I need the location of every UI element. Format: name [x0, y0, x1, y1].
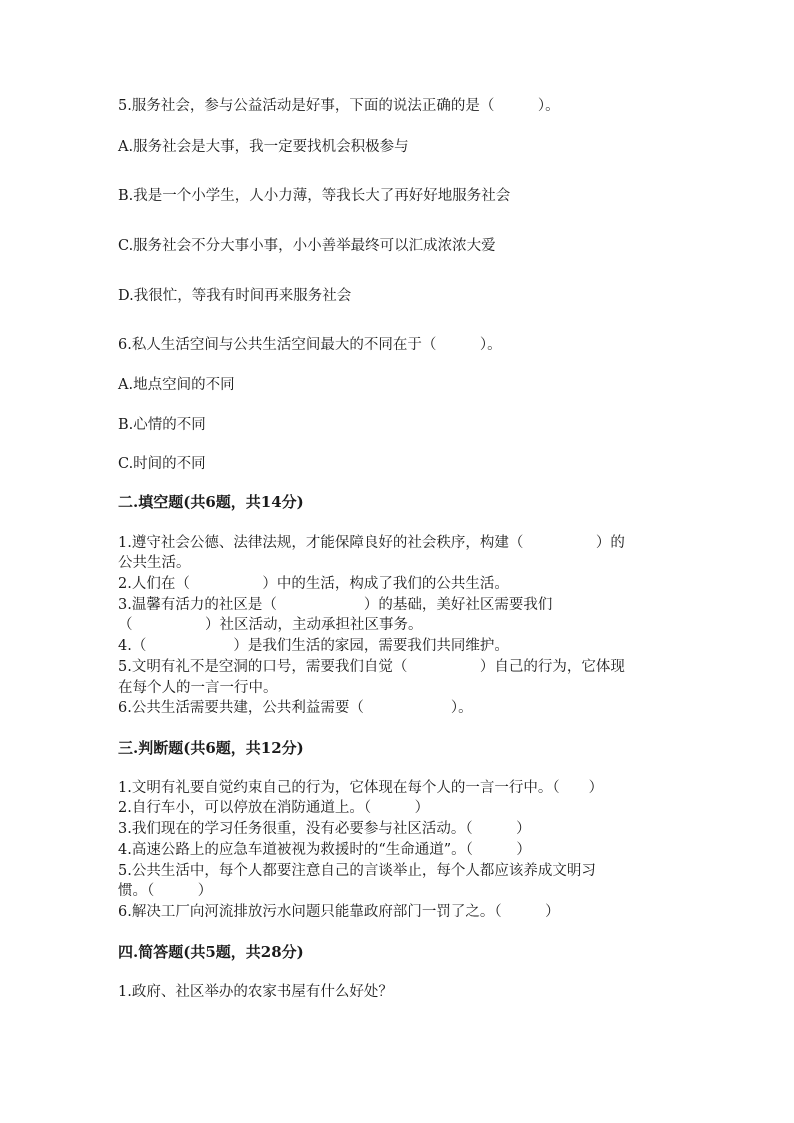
fill-line: 5.文明有礼不是空洞的口号，需要我们自觉（ ）自己的行为，它体现 [118, 659, 625, 675]
fill-line: 6.公共生活需要共建，公共利益需要（ ）。 [118, 700, 473, 716]
question-5-stem: 5.服务社会，参与公益活动是好事，下面的说法正确的是（ ）。 [118, 98, 560, 114]
fill-line: 4.（ ）是我们生活的家园，需要我们共同维护。 [118, 638, 509, 654]
judge-line: 2.自行车小，可以停放在消防通道上。（ ） [118, 800, 430, 816]
fill-line: 在每个人的一言一行中。 [118, 680, 278, 696]
short-answer-line: 1.政府、社区举办的农家书屋有什么好处？ [118, 984, 393, 1000]
fill-line: 3.温馨有活力的社区是（ ）的基础，美好社区需要我们 [118, 597, 553, 613]
question-5-option-b: B.我是一个小学生，人小力薄，等我长大了再好好地服务社会 [118, 188, 511, 204]
question-5-option-d: D.我很忙，等我有时间再来服务社会 [118, 288, 352, 304]
judge-line: 3.我们现在的学习任务很重，没有必要参与社区活动。（ ） [118, 821, 531, 837]
fill-line: 公共生活。 [118, 555, 191, 571]
fill-line: （ ）社区活动，主动承担社区事务。 [118, 617, 423, 633]
fill-line: 2.人们在（ ）中的生活，构成了我们的公共生活。 [118, 576, 509, 592]
question-6-stem: 6.私人生活空间与公共生活空间最大的不同在于（ ）。 [118, 337, 502, 353]
question-5-option-c: C.服务社会不分大事小事，小小善举最终可以汇成浓浓大爱 [118, 238, 496, 254]
judge-line: 4.高速公路上的应急车道被视为救援时的“生命通道”。（ ） [118, 842, 531, 858]
question-5-option-a: A.服务社会是大事，我一定要找机会积极参与 [118, 139, 409, 155]
judge-line: 6.解决工厂向河流排放污水问题只能靠政府部门一罚了之。（ ） [118, 904, 560, 920]
section-heading-fill-in: 二.填空题(共6题，共14分) [118, 493, 304, 511]
question-6-option-a: A.地点空间的不同 [118, 377, 235, 393]
judge-line: 惯。（ ） [118, 883, 213, 899]
question-6-option-b: B.心情的不同 [118, 417, 206, 433]
fill-line: 1.遵守社会公德、法律法规，才能保障良好的社会秩序，构建（ ）的 [118, 535, 625, 551]
section-heading-short-answer: 四.简答题(共5题，共28分) [118, 943, 304, 961]
section-heading-judgement: 三.判断题(共6题，共12分) [118, 739, 304, 757]
judge-line: 1.文明有礼要自觉约束自己的行为，它体现在每个人的一言一行中。（ ） [118, 780, 604, 796]
judge-line: 5.公共生活中，每个人都要注意自己的言谈举止，每个人都应该养成文明习 [118, 863, 596, 879]
question-6-option-c: C.时间的不同 [118, 456, 206, 472]
